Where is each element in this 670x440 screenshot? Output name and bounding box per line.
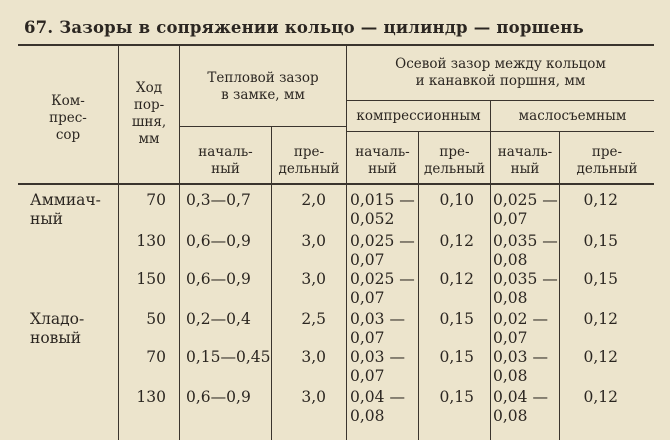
- cell-compressor-line: Хладо-: [30, 310, 85, 328]
- cell-oil-limit: 0,12: [583, 348, 618, 366]
- cell-compressor: [30, 310, 116, 348]
- cell-thermal-limit: 3,0: [301, 270, 326, 288]
- cell-stroke: 150: [136, 270, 166, 288]
- cell-comp-initial-line: 0,08: [350, 407, 385, 425]
- cell-comp-initial-line: 0,052: [350, 210, 395, 228]
- cell-thermal-limit: 2,0: [301, 191, 326, 209]
- cell-compressor-line: Аммиач-: [30, 191, 101, 209]
- cell-oil-initial-line: 0,04 —: [493, 388, 548, 406]
- cell-oil-initial-line: 0,08: [493, 289, 528, 307]
- cell-oil-limit: 0,12: [583, 388, 618, 406]
- cell-comp-initial: [350, 310, 416, 348]
- cell-compressor: [30, 191, 116, 229]
- cell-compressor-line: новый: [30, 329, 82, 347]
- header-oil-limit: пре- дельный: [576, 144, 638, 177]
- cell-oil-initial: [493, 191, 559, 229]
- table-top-rule: [18, 44, 654, 46]
- cell-comp-initial: [350, 348, 416, 386]
- cell-comp-limit: 0,15: [439, 388, 474, 406]
- cell-thermal-initial: 0,6—0,9: [186, 270, 251, 288]
- cell-comp-initial: [350, 232, 416, 270]
- cell-comp-initial: [350, 270, 416, 308]
- cell-stroke: 70: [146, 348, 166, 366]
- cell-comp-initial-line: 0,025 —: [350, 232, 415, 250]
- cell-comp-limit: 0,15: [439, 310, 474, 328]
- cell-comp-initial-line: 0,07: [350, 289, 385, 307]
- header-thermal-gap: Тепловой зазор в замке, мм: [207, 70, 319, 103]
- cell-comp-limit: 0,15: [439, 348, 474, 366]
- cell-oil-limit: 0,15: [583, 270, 618, 288]
- header-oil: маслосъемным: [518, 108, 627, 124]
- cell-thermal-limit: 3,0: [301, 232, 326, 250]
- cell-comp-initial-line: 0,04 —: [350, 388, 405, 406]
- cell-oil-initial: [493, 270, 559, 308]
- cell-comp-limit: 0,12: [439, 270, 474, 288]
- cell-comp-initial-line: 0,03 —: [350, 348, 405, 366]
- cell-comp-initial: [350, 191, 416, 229]
- thermal-sub-rule: [179, 126, 346, 127]
- cell-oil-initial-line: 0,03 —: [493, 348, 548, 366]
- cell-thermal-limit: 3,0: [301, 348, 326, 366]
- cell-oil-initial-line: 0,07: [493, 210, 528, 228]
- header-compression: компрессионным: [356, 108, 481, 124]
- header-oil-initial: началь- ный: [497, 144, 553, 177]
- cell-stroke: 130: [136, 388, 166, 406]
- cell-oil-initial-line: 0,07: [493, 329, 528, 347]
- header-stroke: Ход пор- шня, мм: [131, 80, 167, 147]
- cell-oil-initial: [493, 232, 559, 270]
- col-divider-4: [346, 44, 347, 440]
- cell-oil-limit: 0,12: [583, 310, 618, 328]
- cell-oil-initial-line: 0,035 —: [493, 270, 558, 288]
- cell-thermal-initial: 0,6—0,9: [186, 388, 251, 406]
- cell-comp-initial-line: 0,025 —: [350, 270, 415, 288]
- cell-comp-limit: 0,10: [439, 191, 474, 209]
- axial-sub-rule: [346, 100, 654, 101]
- cell-comp-initial-line: 0,07: [350, 367, 385, 385]
- cell-oil-initial: [493, 388, 559, 426]
- cell-comp-initial-line: 0,07: [350, 251, 385, 269]
- cell-oil-initial: [493, 348, 559, 386]
- cell-oil-initial-line: 0,08: [493, 367, 528, 385]
- cell-thermal-limit: 2,5: [301, 310, 326, 328]
- axial-sub2-rule: [346, 131, 654, 132]
- cell-oil-limit: 0,15: [583, 232, 618, 250]
- header-axial-gap: Осевой зазор между кольцом и канавкой поршня, мм: [395, 56, 606, 89]
- cell-thermal-initial: 0,3—0,7: [186, 191, 251, 209]
- cell-oil-initial-line: 0,08: [493, 407, 528, 425]
- cell-oil-limit: 0,12: [583, 191, 618, 209]
- cell-compressor-line: ный: [30, 210, 63, 228]
- header-thermal-limit: пре- дельный: [278, 144, 340, 177]
- cell-thermal-initial: 0,15—0,45: [186, 348, 271, 366]
- header-comp-initial: началь- ный: [355, 144, 410, 177]
- header-comp-limit: пре- дельный: [424, 144, 485, 177]
- cell-thermal-limit: 3,0: [301, 388, 326, 406]
- cell-oil-initial-line: 0,025 —: [493, 191, 558, 209]
- cell-oil-initial-line: 0,035 —: [493, 232, 558, 250]
- cell-comp-initial: [350, 388, 416, 426]
- cell-oil-initial: [493, 310, 559, 348]
- cell-thermal-initial: 0,6—0,9: [186, 232, 251, 250]
- cell-thermal-initial: 0,2—0,4: [186, 310, 251, 328]
- cell-comp-initial-line: 0,07: [350, 329, 385, 347]
- header-thermal-initial: началь- ный: [198, 144, 253, 177]
- cell-comp-limit: 0,12: [439, 232, 474, 250]
- cell-oil-initial-line: 0,08: [493, 251, 528, 269]
- cell-comp-initial-line: 0,015 —: [350, 191, 415, 209]
- cell-stroke: 130: [136, 232, 166, 250]
- table-title: 67. Зазоры в сопряжении кольцо — цилиндр — поршень: [24, 18, 584, 37]
- cell-stroke: 70: [146, 191, 166, 209]
- cell-stroke: 50: [146, 310, 166, 328]
- header-compressor: Ком- прес- сор: [49, 93, 87, 143]
- cell-oil-initial-line: 0,02 —: [493, 310, 548, 328]
- cell-comp-initial-line: 0,03 —: [350, 310, 405, 328]
